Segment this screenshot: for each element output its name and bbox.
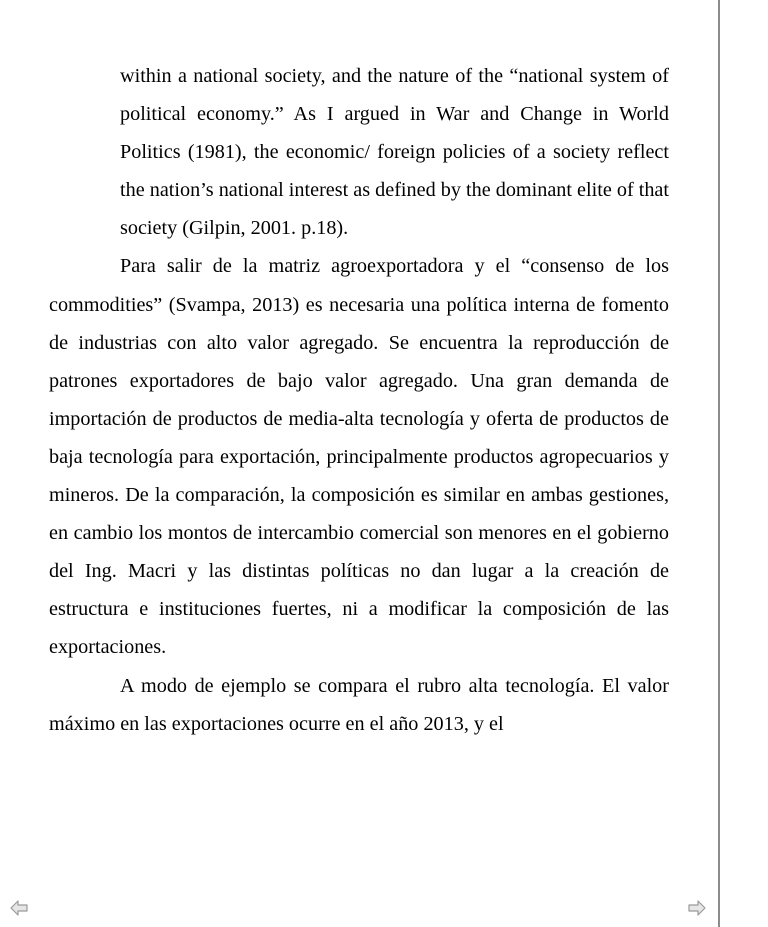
arrow-left-icon[interactable] <box>9 898 29 918</box>
body-paragraph: Para salir de la matriz agroexportadora y el “consenso de los commodities” (Svampa, 2013) es necesaria una política interna de fomento de industrias con alto valor agregado. Se encuentra la reproducción de patrones exportadores de bajo valor agregado. Una gran demanda de importación de productos de media-alta tecnología y oferta de productos de baja tecnología para exportación, principalmente productos agropecuarios y mineros. De la comparación, la composición es similar en ambas gestiones, en cambio los montos de intercambio comercial son menores en el gobierno del Ing. Macri y las distintas políticas no dan lugar a la creación de estructura e instituciones fuertes, ni a modificar la composición de las exportaciones. <box>49 255 669 659</box>
viewer-margin <box>720 0 768 927</box>
block-quote-paragraph: within a national society, and the nature of the “national system of political economy.” As I argued in War and Change in World Politics (1981), the economic/ foreign policies of a society reflect the nation’s national interest as defined by the dominant elite of that society (Gilpin, 2001. p.18). <box>120 65 669 240</box>
arrow-right-icon[interactable] <box>687 898 707 918</box>
body-paragraph: A modo de ejemplo se compara el rubro alta tecnología. El valor máximo en las exportaciones ocurre en el año 2013, y el <box>49 674 669 735</box>
document-body <box>49 57 669 743</box>
